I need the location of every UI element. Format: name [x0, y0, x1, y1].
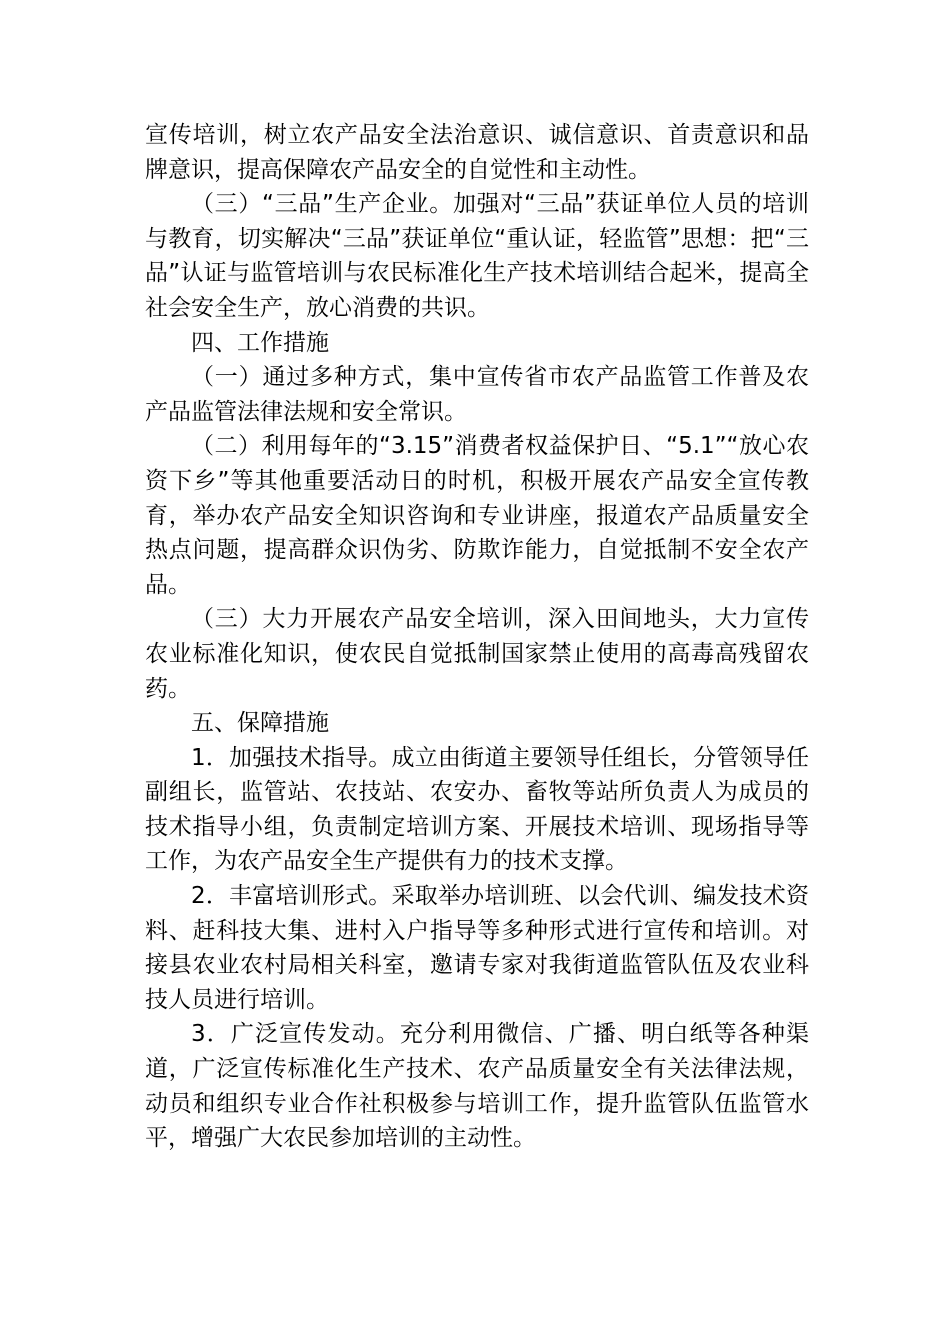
paragraph-safeguard-2: 2．丰富培训形式。采取举办培训班、以会代训、编发技术资料、赶科技大集、进村入户指导等多种形式进行宣传和培训。对接县农业农村局相关科室，邀请专家对我街道监管队伍及农业科技人员进行培训。 — [145, 883, 809, 1013]
paragraph-safeguard-1: 1．加强技术指导。成立由街道主要领导任组长，分管领导任副组长，监管站、农技站、农安办、畜牧等站所负责人为成员的技术指导小组，负责制定培训方案、开展技术培训、现场指导等工作，为农产品安全生产提供有力的技术支撑。 — [145, 744, 809, 875]
section-heading-safeguards: 五、保障措施 — [191, 710, 329, 737]
paragraph-safeguard-3: 3．广泛宣传发动。充分利用微信、广播、明白纸等各种渠道，广泛宣传标准化生产技术、农产品质量安全有关法律法规，动员和组织专业合作社积极参与培训工作，提升监管队伍监管水平，增强广大农民参加培训的主动性。 — [145, 1021, 809, 1152]
paragraph-measure-2: （二）利用每年的“3.15”消费者权益保护日、“5.1”“放心农资下乡”等其他重要活动日的时机，积极开展农产品安全宣传教育，举办农产品安全知识咨询和专业讲座，报道农产品质量安全热点问题，提高群众识伪劣、防欺诈能力，自觉抵制不安全农产品。 — [145, 433, 809, 598]
section-heading-work-measures: 四、工作措施 — [191, 329, 329, 356]
paragraph-continuation: 宣传培训，树立农产品安全法治意识、诚信意识、首责意识和品牌意识，提高保障农产品安全的自觉性和主动性。 — [145, 122, 809, 183]
paragraph-three-products: （三）“三品”生产企业。加强对“三品”获证单位人员的培训与教育，切实解决“三品”获证单位“重认证，轻监管”思想：把“三品”认证与监管培训与农民标准化生产技术培训结合起米，提高全社会安全生产，放心消费的共识。 — [145, 191, 809, 321]
paragraph-measure-1: （一）通过多种方式，集中宣传省市农产品监管工作普及农产品监管法律法规和安全常识。 — [145, 364, 809, 425]
document-body — [145, 118, 809, 1156]
paragraph-measure-3: （三）大力开展农产品安全培训，深入田间地头，大力宣传农业标准化知识，使农民自觉抵制国家禁止使用的高毒高残留农药。 — [145, 606, 809, 702]
